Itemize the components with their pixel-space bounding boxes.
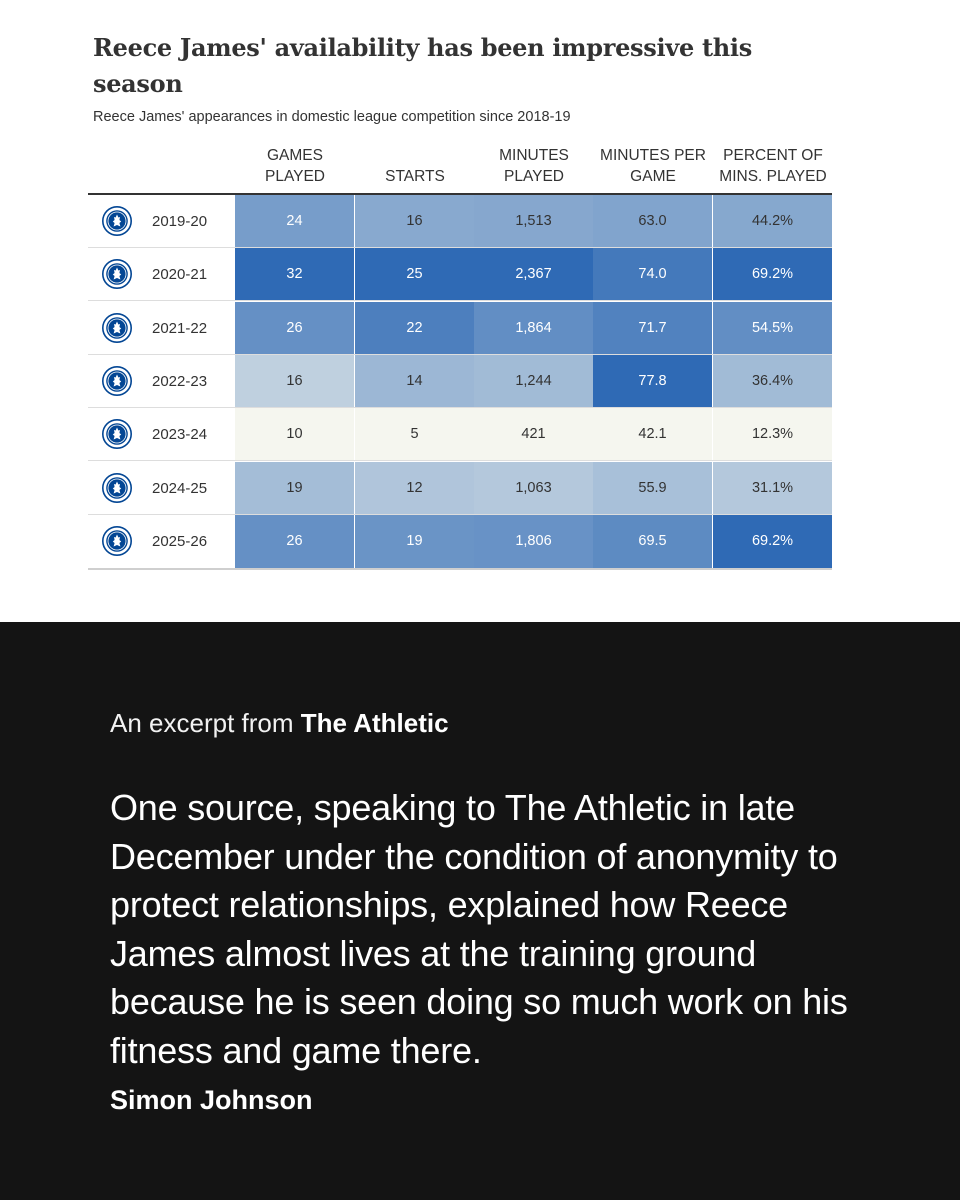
cell-minutes-played: 421 <box>474 408 593 461</box>
season-label: 2020-21 <box>152 266 208 284</box>
season-label: 2025-26 <box>152 532 208 550</box>
column-header-minutes-per-game: MINUTES PER GAME <box>600 147 706 185</box>
quote-author: Simon Johnson <box>110 1085 313 1115</box>
chelsea-crest-icon <box>102 313 132 343</box>
season-label: 2023-24 <box>152 426 208 444</box>
cell-starts: 19 <box>355 515 474 568</box>
column-header-games-played: GAMES PLAYED <box>264 147 326 185</box>
cell-games-played: 16 <box>235 355 354 408</box>
chelsea-crest-icon <box>102 366 132 396</box>
cell-starts: 14 <box>355 355 474 408</box>
publication-name: The Athletic <box>300 708 449 738</box>
cell-games-played: 24 <box>235 195 354 248</box>
table-row <box>88 408 832 461</box>
chelsea-crest-icon <box>102 206 132 236</box>
table-row <box>88 462 832 515</box>
cell-minutes-per-game: 42.1 <box>593 408 712 461</box>
cell-percent-mins-played: 31.1% <box>713 462 832 515</box>
cell-games-played: 10 <box>235 408 354 461</box>
cell-games-played: 26 <box>235 515 354 568</box>
cell-minutes-per-game: 74.0 <box>593 248 712 301</box>
cell-minutes-per-game: 69.5 <box>593 515 712 568</box>
cell-games-played: 26 <box>235 302 354 355</box>
quote-panel <box>0 622 960 1200</box>
cell-starts: 12 <box>355 462 474 515</box>
cell-minutes-played: 1,063 <box>474 462 593 515</box>
cell-percent-mins-played: 69.2% <box>713 515 832 568</box>
cell-percent-mins-played: 44.2% <box>713 195 832 248</box>
cell-percent-mins-played: 12.3% <box>713 408 832 461</box>
chelsea-crest-icon <box>102 259 132 289</box>
cell-percent-mins-played: 54.5% <box>713 302 832 355</box>
table-row <box>88 355 832 408</box>
cell-starts: 22 <box>355 302 474 355</box>
cell-minutes-played: 1,864 <box>474 302 593 355</box>
chart-title: Reece James' availability has been impressive this season <box>93 33 752 98</box>
table-row <box>88 248 832 301</box>
cell-starts: 25 <box>355 248 474 301</box>
table-row <box>88 302 832 355</box>
cell-games-played: 32 <box>235 248 354 301</box>
chart-subtitle: Reece James' appearances in domestic league competition since 2018-19 <box>93 109 571 125</box>
season-label: 2021-22 <box>152 319 208 337</box>
chelsea-crest-icon <box>102 473 132 503</box>
season-label: 2022-23 <box>152 372 208 390</box>
quote-text: One source, speaking to The Athletic in late December under the condition of anonymity to protect relationships, explained how Reece James almost lives at the training ground because he is seen doing so much work on his fitness and game there. <box>110 787 848 1071</box>
column-header-minutes-played: MINUTES PLAYED <box>499 147 569 185</box>
column-header-percent-mins-played: PERCENT OF MINS. PLAYED <box>719 147 827 185</box>
excerpt-prefix: An excerpt from <box>110 708 301 738</box>
cell-minutes-played: 1,806 <box>474 515 593 568</box>
cell-minutes-per-game: 77.8 <box>593 355 712 408</box>
cell-percent-mins-played: 36.4% <box>713 355 832 408</box>
table-row <box>88 195 832 248</box>
cell-minutes-per-game: 71.7 <box>593 302 712 355</box>
cell-minutes-per-game: 63.0 <box>593 195 712 248</box>
cell-starts: 16 <box>355 195 474 248</box>
cell-percent-mins-played: 69.2% <box>713 248 832 301</box>
chelsea-crest-icon <box>102 419 132 449</box>
season-label: 2024-25 <box>152 479 208 497</box>
chelsea-crest-icon <box>102 526 132 556</box>
cell-minutes-per-game: 55.9 <box>593 462 712 515</box>
season-label: 2019-20 <box>152 213 208 230</box>
cell-minutes-played: 2,367 <box>474 248 593 301</box>
cell-minutes-played: 1,244 <box>474 355 593 408</box>
cell-games-played: 19 <box>235 462 354 515</box>
cell-minutes-played: 1,513 <box>474 195 593 248</box>
cell-starts: 5 <box>355 408 474 461</box>
excerpt-line <box>110 708 449 739</box>
table-row <box>88 515 832 568</box>
table-bottom-rule <box>88 568 832 570</box>
column-header-starts: STARTS <box>385 168 445 185</box>
